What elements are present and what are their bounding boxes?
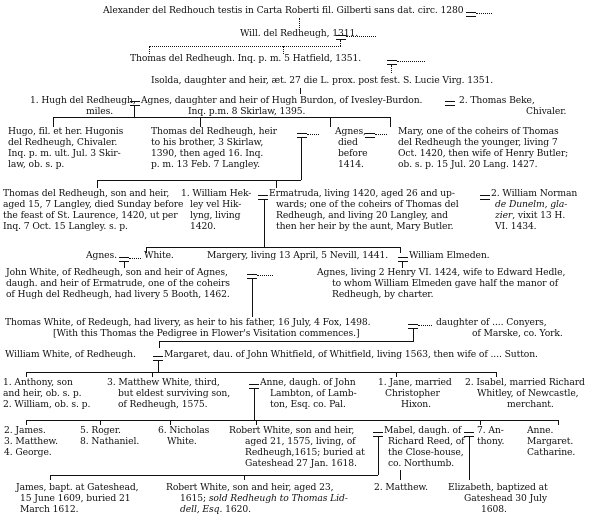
text-line bbox=[180, 505, 251, 516]
text-line: the Close-house, bbox=[388, 447, 464, 458]
text-line: John White, of Redheugh, son and heir of Agnes, bbox=[6, 267, 228, 278]
text-line: of Hugh del Redheugh, had livery 5 Booth, 1462. bbox=[6, 289, 230, 300]
text-line: before bbox=[338, 148, 368, 159]
descent-line bbox=[413, 329, 414, 341]
text-line: 2. James. bbox=[4, 425, 46, 436]
dotted-spouse-line bbox=[375, 134, 387, 135]
text-line: aged 21, 1575, living, of bbox=[245, 436, 356, 447]
margery-entry: Margery, living 13 April, 5 Nevill, 1441. bbox=[207, 250, 389, 261]
dotted-spouse-line bbox=[418, 325, 432, 326]
sibling-line bbox=[146, 247, 400, 248]
text-line: Redheugh, and living 20 Langley, and bbox=[276, 210, 448, 221]
text-line: wards; one of the coheirs of Thomas del bbox=[276, 199, 459, 210]
text-line: Inq. 7 Oct. 15 Langley. s. p. bbox=[3, 221, 128, 232]
text-line: law, ob. s. p. bbox=[8, 159, 65, 170]
text-line: but eldest surviving son, bbox=[118, 388, 231, 399]
text-line: 1. William Hek- bbox=[181, 188, 252, 199]
descent-line bbox=[558, 420, 559, 425]
descent-line bbox=[330, 117, 331, 127]
text-line: 1620. bbox=[222, 504, 251, 515]
hugh-entry: 1. Hugh del Redheugh, bbox=[30, 95, 136, 106]
text-line: then her heir by the aunt, Mary Butler. bbox=[276, 221, 454, 232]
marriage-mark bbox=[445, 101, 455, 106]
text-line: Whitley, of Newcastle, bbox=[477, 388, 579, 399]
text-line: ton, Esq. co. Pal. bbox=[270, 399, 346, 410]
text-line: to his brother, 3 Skirlaw, bbox=[151, 137, 264, 148]
descent-line bbox=[276, 180, 277, 188]
text-line: Thomas del Redheugh, heir bbox=[151, 126, 277, 137]
text-line: Robert White, son and heir, bbox=[229, 425, 355, 436]
text-line: ley vel Hik- bbox=[190, 199, 242, 210]
text-line: 8. Nathaniel. bbox=[80, 436, 140, 447]
text-line: 2. William, ob. s. p. bbox=[3, 399, 91, 410]
text-line: Anne. bbox=[527, 425, 554, 436]
text-line: p. m. 13 Feb. 7 Langley. bbox=[151, 159, 260, 170]
marriage-mark bbox=[297, 133, 307, 138]
agnes-white-entry: Agnes. bbox=[86, 250, 117, 261]
text-line: 5. Roger. bbox=[80, 425, 121, 436]
marriage-mark bbox=[387, 60, 397, 65]
sibling-line bbox=[26, 372, 496, 373]
text-line: lyng, living bbox=[190, 210, 241, 221]
text-line: 7. An- bbox=[477, 425, 504, 436]
marriage-mark bbox=[130, 101, 140, 106]
text-line: del Redheugh the younger, living 7 bbox=[398, 137, 558, 148]
text-line: co. Northumb. bbox=[388, 458, 455, 469]
alexander-entry: Alexander del Redhouch testis in Carta Roberti fil. Gilberti sans dat. circ. 1280 bbox=[103, 5, 464, 16]
dotted-spouse-line bbox=[129, 258, 141, 259]
margaret-whitfield-entry: Margaret, dau. of John Whitfield, of Whitfield, living 1563, then wife of .... Sutton. bbox=[164, 349, 538, 360]
text-line: of Redheugh, 1575. bbox=[118, 399, 208, 410]
text-line: Margaret. bbox=[527, 436, 574, 447]
text-line: VI. 1434. bbox=[495, 221, 537, 232]
text-line: James, bapt. at Gateshead, bbox=[16, 482, 139, 493]
dotted-spouse-line bbox=[307, 134, 319, 135]
text-line: Gateshead 27 Jan. 1618. bbox=[245, 458, 357, 469]
text-line: daugh. and heir of Ermatrude, one of the coheirs bbox=[6, 278, 230, 289]
sibling-line bbox=[149, 46, 341, 47]
text-line: Christopher bbox=[385, 388, 440, 399]
dotted-spouse-line bbox=[397, 61, 425, 62]
dotted-spouse-line bbox=[346, 36, 376, 37]
descent-line bbox=[159, 341, 160, 348]
white-entry: White. bbox=[144, 250, 174, 261]
text-line: Mary, one of the coheirs of Thomas bbox=[398, 126, 559, 137]
text-line: 1. Jane, married bbox=[378, 377, 452, 388]
marriage-mark bbox=[336, 35, 346, 40]
text-line: del Redheugh, Chivaler. bbox=[8, 137, 118, 148]
sibling-line bbox=[53, 117, 390, 118]
text-line: 2. William Norman bbox=[491, 188, 578, 199]
text-line: 1608. bbox=[481, 504, 507, 515]
text-line: 3. Matthew White, third, bbox=[107, 377, 220, 388]
text-line: 1615; bbox=[180, 493, 209, 504]
text-line: to whom William Elmeden gave half the manor of bbox=[332, 278, 558, 289]
descent-line bbox=[158, 361, 159, 372]
text-line: 1. Anthony, son bbox=[3, 377, 73, 388]
text-line: merchant. bbox=[507, 399, 554, 410]
thomas-1351-entry: Thomas del Redheugh. Inq. p. m. 5 Hatfield, 1351. bbox=[130, 53, 362, 64]
text-line: Anne, daugh. of John bbox=[260, 377, 356, 388]
text-line: and heir, ob. s. p. bbox=[3, 388, 82, 399]
text-line: 2. Isabel, married Richard bbox=[465, 377, 585, 388]
matthew-two-entry: 2. Matthew. bbox=[374, 482, 428, 493]
descent-line bbox=[400, 247, 401, 253]
sibling-line bbox=[26, 420, 558, 421]
will-entry: Will. del Redheugh, 1311. bbox=[240, 28, 359, 39]
elmeden-entry: William Elmeden. bbox=[409, 250, 490, 261]
text-line: died bbox=[338, 137, 358, 148]
william-white-entry: William White, of Redheugh. bbox=[5, 349, 136, 360]
conyers-place: of Marske, co. York. bbox=[472, 328, 563, 339]
marriage-mark bbox=[466, 12, 476, 17]
text-line: Thomas del Redheugh, son and heir, bbox=[3, 188, 170, 199]
conyers-entry: daughter of .... Conyers, bbox=[436, 317, 547, 328]
dotted-spouse-line bbox=[476, 13, 492, 14]
descent-line bbox=[378, 437, 379, 475]
descent-line bbox=[300, 88, 301, 94]
text-line: the feast of St. Laurence, 1420, ut per bbox=[3, 210, 178, 221]
text-line: 1414. bbox=[338, 159, 364, 170]
thomas-beke-entry: 2. Thomas Beke, bbox=[459, 95, 535, 106]
text-line: Redheugh, by charter. bbox=[332, 289, 434, 300]
text-line: Gateshead 30 July bbox=[464, 493, 547, 504]
agnes-burdon-inq: Inq. p.m. 8 Skirlaw, 1395. bbox=[188, 106, 306, 117]
text-line: 1390, then aged 16. Inq. bbox=[151, 148, 264, 159]
text-line: Elizabeth, baptized at bbox=[448, 482, 548, 493]
text-line: ob. s. p. 15 Jul. 20 Lang. 1427. bbox=[398, 159, 538, 170]
thomas-white-1498: Thomas White, of Redeugh, had livery, as heir to his father, 16 July, 4 Fox, 1498. bbox=[5, 317, 371, 328]
descent-line bbox=[390, 117, 391, 127]
hugh-title: miles. bbox=[86, 106, 114, 117]
descent-line bbox=[301, 138, 302, 180]
text-line: Redheugh,1615; buried at bbox=[245, 447, 365, 458]
text-line: Ermatruda, living 1420, aged 26 and up- bbox=[269, 188, 455, 199]
marriage-mark bbox=[398, 257, 408, 262]
marriage-mark bbox=[365, 133, 375, 138]
text-line bbox=[180, 494, 348, 505]
text-line: thony. bbox=[477, 436, 505, 447]
descent-line bbox=[252, 279, 253, 317]
text-line: aged 15, 7 Langley, died Sunday before bbox=[3, 199, 184, 210]
text-line: de Dunelm, gla- bbox=[495, 199, 568, 210]
descent-line bbox=[469, 437, 470, 480]
thomas-beke-title: Chivaler. bbox=[526, 106, 567, 117]
marriage-mark bbox=[480, 195, 490, 200]
text-line: 3. Matthew. bbox=[4, 436, 58, 447]
agnes-burdon-entry: Agnes, daughter and heir of Hugh Burdon, of Ivesley-Burdon. bbox=[141, 95, 423, 106]
text-line: sold Redheugh to Thomas Lid- bbox=[208, 493, 348, 504]
text-line: Lambton, of Lamb- bbox=[270, 388, 357, 399]
descent-line bbox=[400, 470, 401, 480]
text-line bbox=[495, 211, 565, 222]
isolda-entry: Isolda, daughter and heir, æt. 27 die L. prox. post fest. S. Lucie Virg. 1351. bbox=[151, 75, 494, 86]
text-line: 1420. bbox=[190, 221, 216, 232]
text-line: White. bbox=[167, 436, 197, 447]
text-line: zier bbox=[495, 210, 513, 221]
sibling-line bbox=[97, 180, 301, 181]
text-line: Agnes, bbox=[335, 126, 366, 137]
text-line: Hugo, fil. et her. Hugonis bbox=[8, 126, 124, 137]
descent-line bbox=[264, 200, 265, 247]
marriage-mark bbox=[258, 195, 268, 200]
text-line: Agnes, living 2 Henry VI. 1424, wife to Edward Hedle, bbox=[317, 267, 566, 278]
text-line: Robert White, son and heir, aged 23, bbox=[166, 482, 334, 493]
dotted-spouse-line bbox=[257, 275, 273, 276]
text-line: 6. Nicholas bbox=[158, 425, 210, 436]
descent-line bbox=[50, 475, 51, 480]
pedigree-note: [With this Thomas the Pedigree in Flower's Visitation commences.] bbox=[53, 328, 360, 339]
descent-line bbox=[299, 18, 300, 28]
text-line: Richard Reed, of bbox=[388, 436, 465, 447]
text-line: 15 June 1609, buried 21 bbox=[20, 493, 131, 504]
text-line: Inq. p. m. ult. Jul. 3 Skir- bbox=[8, 148, 121, 159]
descent-line bbox=[97, 180, 98, 188]
text-line: Mabel, daugh. of bbox=[384, 425, 462, 436]
descent-line bbox=[134, 106, 135, 117]
descent-line bbox=[254, 389, 255, 420]
sibling-line bbox=[50, 475, 378, 476]
text-line: Catharine. bbox=[527, 447, 576, 458]
text-line: March 1612. bbox=[20, 504, 79, 515]
descent-line bbox=[244, 475, 245, 480]
link-line bbox=[159, 341, 414, 342]
descent-line bbox=[391, 65, 392, 73]
text-line: Oct. 1420, then wife of Henry Butler; bbox=[398, 148, 569, 159]
text-line: , vixit 13 H. bbox=[512, 210, 566, 221]
text-line: dell, Esq. bbox=[180, 504, 223, 515]
text-line: 4. George. bbox=[4, 447, 52, 458]
text-line: Hixon. bbox=[401, 399, 431, 410]
